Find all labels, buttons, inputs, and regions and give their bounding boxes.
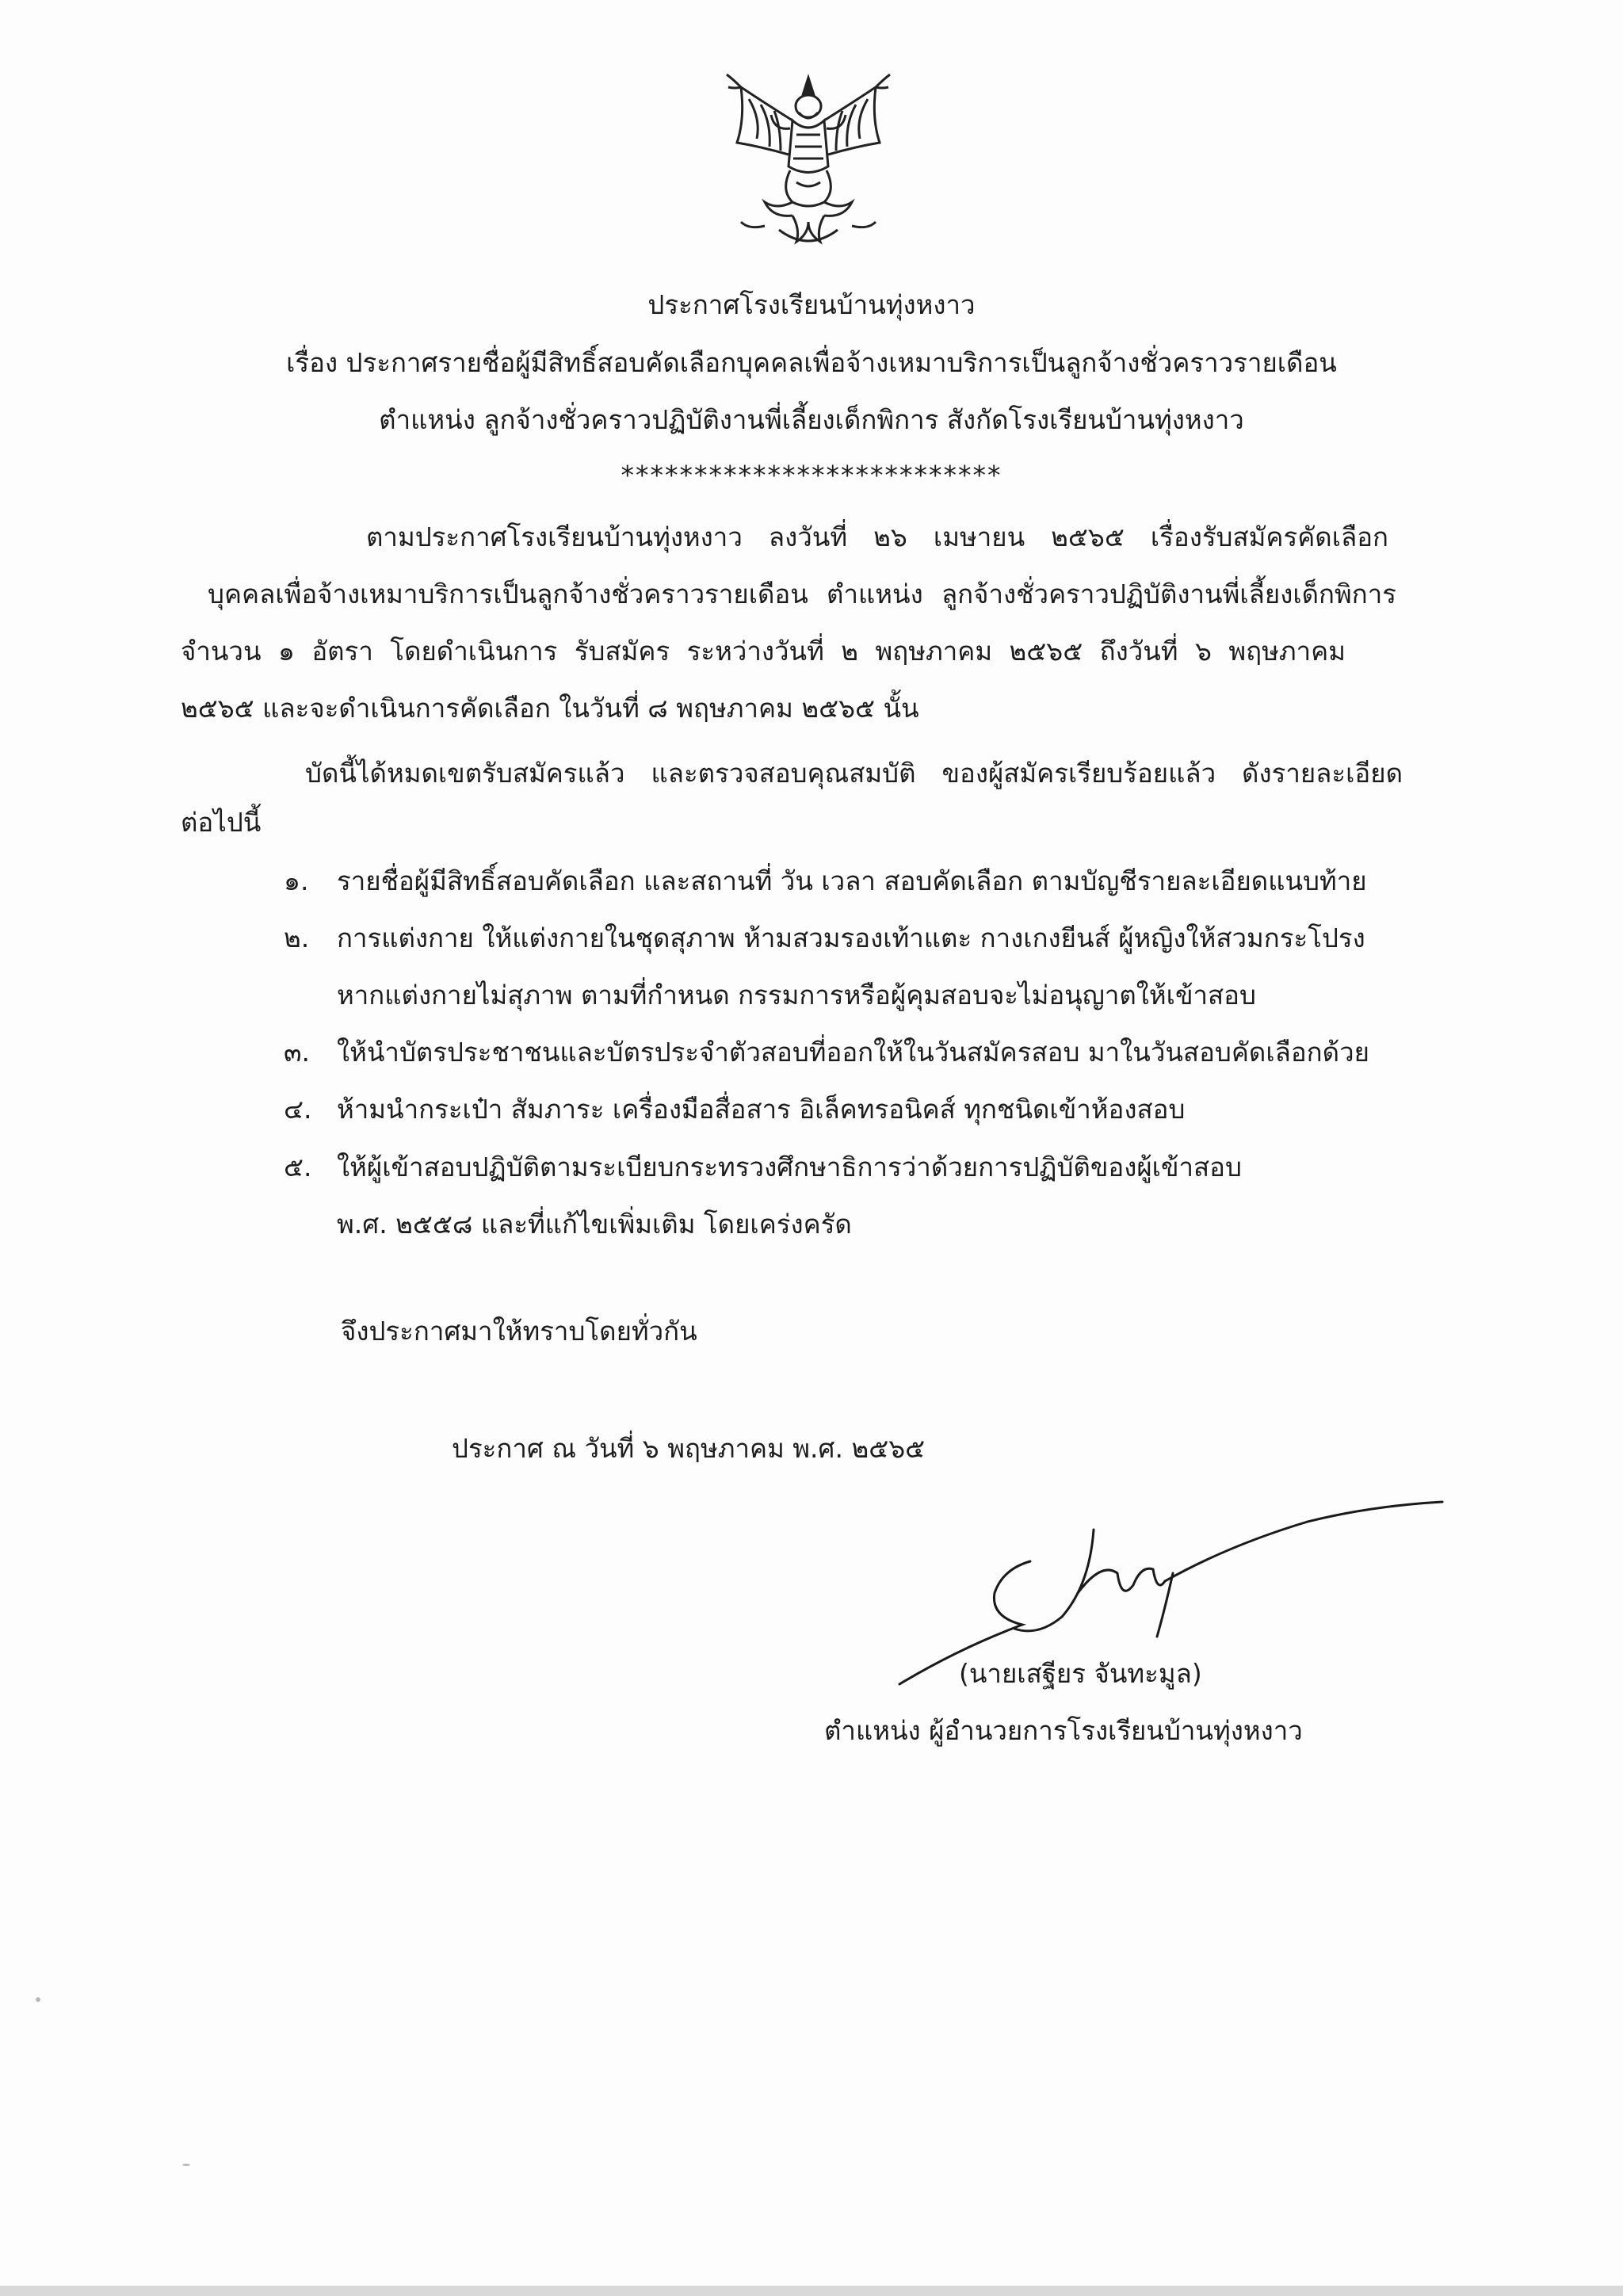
item-3-number: ๓. — [284, 1037, 311, 1068]
item-4-text: ห้ามนำกระเป๋า สัมภาระ เครื่องมือสื่อสาร อิเล็คทรอนิคส์ ทุกชนิดเข้าห้องสอบ — [337, 1094, 1186, 1125]
closing-statement: จึงประกาศมาให้ทราบโดยทั่วกัน — [341, 1316, 697, 1347]
item-5-number: ๕. — [284, 1152, 312, 1182]
item-5-text-line-1: ให้ผู้เข้าสอบปฏิบัติตามระเบียบกระทรวงศึกษาธิการว่าด้วยการปฏิบัติของผู้เข้าสอบ — [337, 1152, 1242, 1182]
item-1-number: ๑. — [284, 865, 309, 896]
garuda-emblem-icon — [717, 71, 899, 254]
item-1-text: รายชื่อผู้มีสิทธิ์สอบคัดเลือก และสถานที่ วัน เวลา สอบคัดเลือก ตามบัญชีรายละเอียดแนบท้าย — [337, 865, 1367, 896]
paragraph-2-line-2: ต่อไปนี้ — [181, 807, 262, 838]
item-2-text-line-1: การแต่งกาย ให้แต่งกายในชุดสุภาพ ห้ามสวมรองเท้าแตะ กางเกงยีนส์ ผู้หญิงให้สวมกระโปรง — [337, 923, 1365, 953]
item-2-number: ๒. — [284, 923, 310, 953]
scan-speck — [36, 1997, 40, 2002]
item-2-text-line-2: หากแต่งกายไม่สุภาพ ตามที่กำหนด กรรมการหรือผู้คุมสอบจะไม่อนุญาตให้เข้าสอบ — [337, 980, 1256, 1010]
announcement-title: ประกาศโรงเรียนบ้านทุ่งหงาว — [647, 289, 976, 320]
paragraph-1-line-3: จำนวน ๑ อัตรา โดยดำเนินการ รับสมัคร ระหว่างวันที่ ๒ พฤษภาคม ๒๕๖๕ ถึงวันที่ ๖ พฤษภาคม — [181, 636, 1346, 667]
item-3-text: ให้นำบัตรประชาชนและบัตรประจำตัวสอบที่ออกให้ในวันสมัครสอบ มาในวันสอบคัดเลือกด้วย — [337, 1037, 1369, 1068]
signatory-title: ตำแหน่ง ผู้อำนวยการโรงเรียนบ้านทุ่งหงาว — [824, 1715, 1303, 1746]
announcement-position: ตำแหน่ง ลูกจ้างชั่วคราวปฏิบัติงานพี่เลี้ยงเด็กพิการ สังกัดโรงเรียนบ้านทุ่งหงาว — [379, 404, 1244, 435]
announcement-date: ประกาศ ณ วันที่ ๖ พฤษภาคม พ.ศ. ๒๕๖๕ — [452, 1433, 926, 1464]
paragraph-1-line-4: ๒๕๖๕ และจะดำเนินการคัดเลือก ในวันที่ ๘ พฤษภาคม ๒๕๖๕ นั้น — [181, 693, 919, 724]
paragraph-1-line-2: บุคคลเพื่อจ้างเหมาบริการเป็นลูกจ้างชั่วคราวรายเดือน ตำแหน่ง ลูกจ้างชั่วคราวปฏิบัติงานพี่เลี้ยงเด็กพิการ — [208, 579, 1396, 609]
signatory-name: (นายเสฐียร จันทะมูล) — [959, 1658, 1202, 1689]
paragraph-1-line-1: ตามประกาศโรงเรียนบ้านทุ่งหงาว ลงวันที่ ๒๖ เมษายน ๒๕๖๕ เรื่องรับสมัครคัดเลือก — [366, 521, 1388, 552]
scan-speck — [182, 2164, 190, 2166]
paragraph-2-line-1: บัดนี้ได้หมดเขตรับสมัครแล้ว และตรวจสอบคุณสมบัติ ของผู้สมัครเรียบร้อยแล้ว ดังรายละเอียด — [305, 758, 1403, 789]
scan-bottom-edge — [0, 2286, 1623, 2296]
item-5-text-line-2: พ.ศ. ๒๕๕๘ และที่แก้ไขเพิ่มเติม โดยเคร่งครัด — [337, 1209, 852, 1240]
announcement-subject: เรื่อง ประกาศรายชื่อผู้มีสิทธิ์สอบคัดเลือกบุคคลเพื่อจ้างเหมาบริการเป็นลูกจ้างชั่วคราวรายเดือน — [286, 347, 1337, 378]
header-separator: ************************** — [621, 460, 1002, 491]
item-4-number: ๔. — [284, 1094, 312, 1125]
